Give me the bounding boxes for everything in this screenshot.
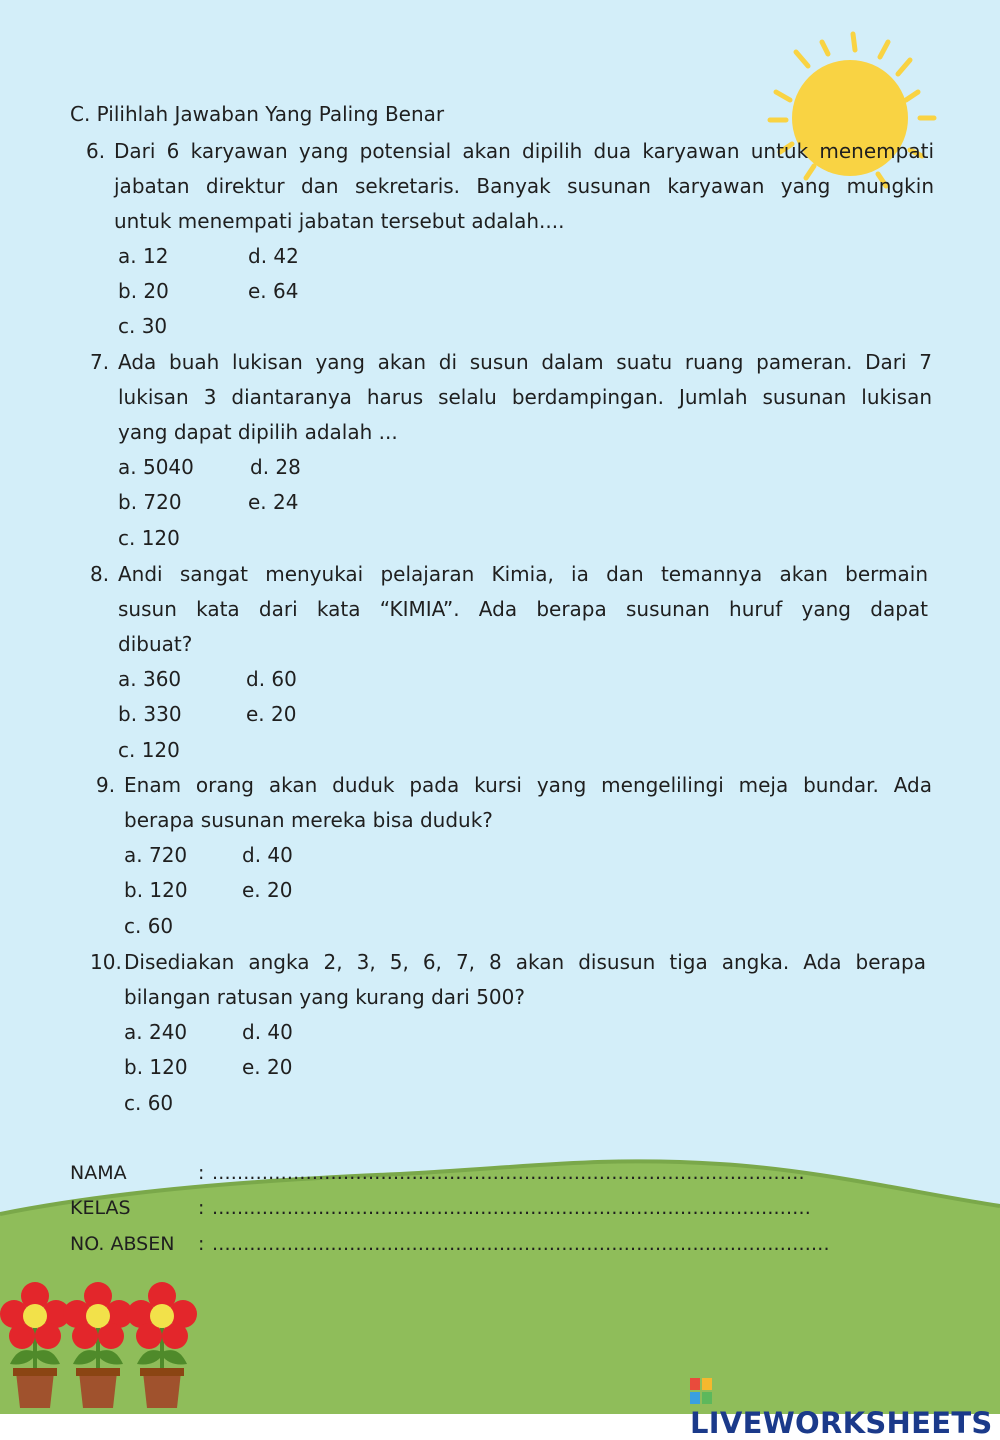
option-6b[interactable]: b. 20	[118, 279, 169, 303]
option-8c[interactable]: c. 120	[118, 738, 180, 762]
flower-1	[0, 1282, 70, 1408]
question-number: 6.	[86, 139, 106, 163]
question-text-line: susun kata dari kata “KIMIA”. Ada berapa susunan huruf yang dapat	[118, 597, 928, 621]
question-text-line: jabatan direktur dan sekretaris. Banyak susunan karyawan yang mungkin	[114, 174, 934, 198]
nama-row	[70, 1162, 805, 1184]
option-7d[interactable]: d. 28	[250, 455, 301, 479]
separator: :	[198, 1197, 205, 1219]
liveworksheets-logo	[690, 1372, 1000, 1440]
separator: :	[198, 1233, 205, 1255]
question-9	[96, 768, 932, 838]
nama-label: NAMA	[70, 1162, 127, 1184]
option-7c[interactable]: c. 120	[118, 526, 180, 550]
option-7a[interactable]: a. 5040	[118, 455, 194, 479]
question-number: 8.	[90, 562, 110, 586]
option-8d[interactable]: d. 60	[246, 667, 297, 691]
option-6a[interactable]: a. 12	[118, 244, 169, 268]
option-9d[interactable]: d. 40	[242, 843, 293, 867]
option-9a[interactable]: a. 720	[124, 843, 188, 867]
question-text-line: berapa susunan mereka bisa duduk?	[124, 808, 493, 832]
question-text-line: Ada buah lukisan yang akan di susun dalam suatu ruang pameran. Dari 7	[118, 350, 932, 374]
option-8a[interactable]: a. 360	[118, 667, 182, 691]
question-10	[90, 945, 926, 1015]
question-text-line: Andi sangat menyukai pelajaran Kimia, ia dan temannya akan bermain	[118, 562, 928, 586]
option-8e[interactable]: e. 20	[246, 702, 297, 726]
option-10e[interactable]: e. 20	[242, 1055, 293, 1079]
question-number: 9.	[96, 773, 116, 797]
nama-field[interactable]: ...............................................................................................	[212, 1162, 805, 1184]
kelas-label: KELAS	[70, 1197, 131, 1219]
option-10a[interactable]: a. 240	[124, 1020, 188, 1044]
option-7b[interactable]: b. 720	[118, 490, 182, 514]
option-6d[interactable]: d. 42	[248, 244, 299, 268]
flower-pots-illustration	[0, 1280, 200, 1414]
question-6	[86, 134, 934, 239]
option-10b[interactable]: b. 120	[124, 1055, 188, 1079]
absen-row	[70, 1233, 830, 1255]
section-heading: C. Pilihlah Jawaban Yang Paling Benar	[70, 102, 445, 126]
logo-text: LIVEWORKSHEETS	[690, 1406, 993, 1440]
option-6e[interactable]: e. 64	[248, 279, 299, 303]
question-text-line: untuk menempati jabatan tersebut adalah....	[114, 209, 565, 233]
option-9e[interactable]: e. 20	[242, 878, 293, 902]
flower-3	[127, 1282, 197, 1408]
option-9c[interactable]: c. 60	[124, 914, 174, 938]
option-10d[interactable]: d. 40	[242, 1020, 293, 1044]
question-text-line: Enam orang akan duduk pada kursi yang mengelilingi meja bundar. Ada	[124, 773, 932, 797]
question-number: 10.	[90, 950, 122, 974]
question-text-line: Disediakan angka 2, 3, 5, 6, 7, 8 akan disusun tiga angka. Ada berapa	[124, 950, 926, 974]
kelas-row	[70, 1197, 811, 1219]
option-9b[interactable]: b. 120	[124, 878, 188, 902]
option-6c[interactable]: c. 30	[118, 314, 168, 338]
question-text-line: bilangan ratusan yang kurang dari 500?	[124, 985, 525, 1009]
option-10c[interactable]: c. 60	[124, 1091, 174, 1115]
flower-2	[63, 1282, 133, 1408]
separator: :	[198, 1162, 205, 1184]
question-text-line: Dari 6 karyawan yang potensial akan dipilih dua karyawan untuk menempati	[114, 139, 934, 163]
option-8b[interactable]: b. 330	[118, 702, 182, 726]
absen-field[interactable]: ...................................................................................................	[212, 1233, 830, 1255]
question-text-line: yang dapat dipilih adalah ...	[118, 420, 398, 444]
question-number: 7.	[90, 350, 110, 374]
question-text-line: dibuat?	[118, 632, 193, 656]
liveworksheets-logo-icon	[690, 1378, 712, 1404]
option-7e[interactable]: e. 24	[248, 490, 299, 514]
absen-label: NO. ABSEN	[70, 1233, 175, 1255]
question-7	[90, 345, 932, 450]
question-8	[90, 557, 928, 662]
kelas-field[interactable]: ................................................................................................	[212, 1197, 811, 1219]
question-text-line: lukisan 3 diantaranya harus selalu berdampingan. Jumlah susunan lukisan	[118, 385, 932, 409]
